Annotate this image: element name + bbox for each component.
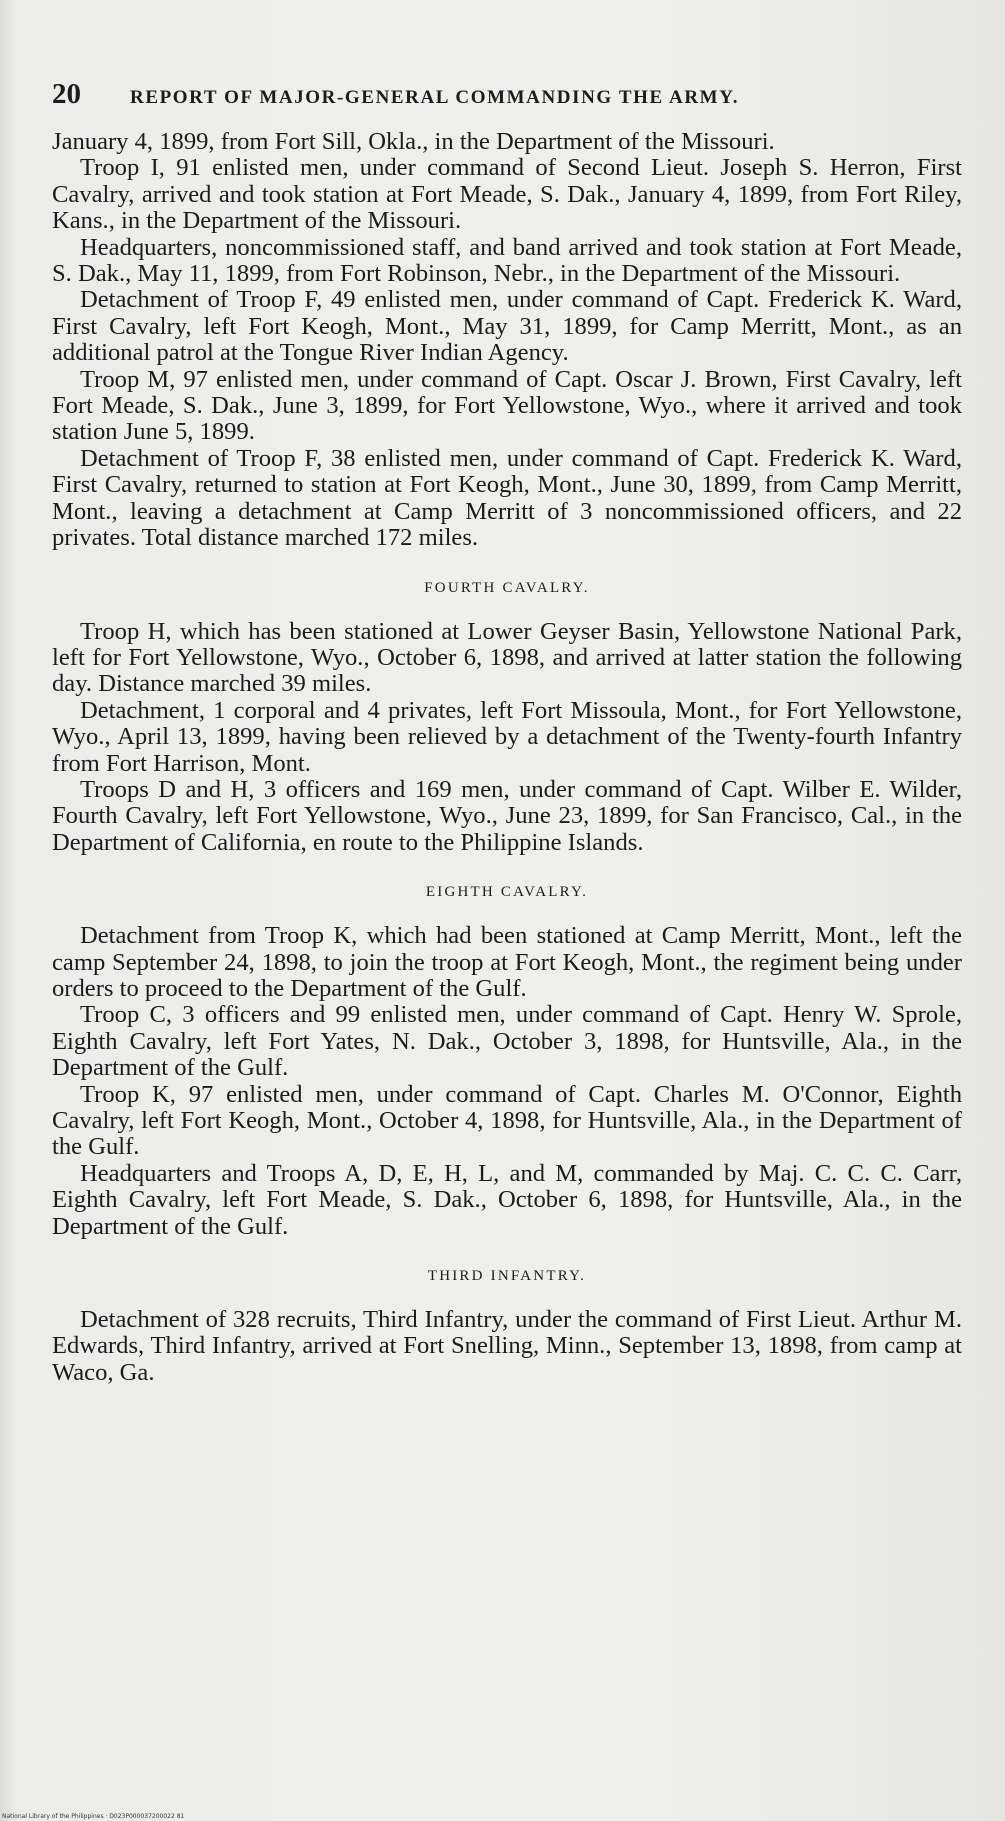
library-stamp: National Library of the Philippines · D023P000037200022 81 — [2, 1813, 185, 1820]
paragraph: Headquarters, noncommissioned staff, and band arrived and took station at Fort Meade, S. Dak., May 11, 1899, from Fort Robinson, Nebr., in the Department of the Missouri. — [52, 233, 962, 288]
paragraph: Detachment of Troop F, 49 enlisted men, under command of Capt. Frederick K. Ward, First Cavalry, left Fort Keogh, Mont., May 31, 1899, for Camp Merritt, Mont., as an additional patrol at the Tongue River Indian Agency. — [52, 286, 962, 367]
section-third-infantry — [52, 1268, 962, 1386]
section-heading: FOURTH CAVALRY. — [424, 579, 590, 596]
paragraph: Troops D and H, 3 officers and 169 men, under command of Capt. Wilber E. Wilder, Fourth Cavalry, left Fort Yellowstone, Wyo., June 23, 1899, for San Francisco, Cal., in the Department of California, en route to the Philippine Islands. — [52, 775, 962, 856]
paragraph: Troop I, 91 enlisted men, under command of Second Lieut. Joseph S. Herron, First Cavalry, arrived and took station at Fort Meade, S. Dak., January 4, 1899, from Fort Riley, Kans., in the Department of the Missouri. — [52, 154, 962, 235]
paragraph: Headquarters and Troops A, D, E, H, L, and M, commanded by Maj. C. C. C. Carr, Eighth Cavalry, left Fort Meade, S. Dak., October 6, 1898, for Huntsville, Ala., in the Department of the Gulf. — [52, 1159, 962, 1240]
section-eighth-cavalry — [52, 884, 962, 1240]
page-content — [52, 78, 962, 1386]
section-heading: EIGHTH CAVALRY. — [425, 884, 589, 901]
paragraph: Detachment of Troop F, 38 enlisted men, under command of Capt. Frederick K. Ward, First Cavalry, returned to station at Fort Keogh, Mont., June 30, 1899, from Camp Merritt, Mont., leaving a detachment at Camp Merritt of 3 noncommissioned officers, and 22 privates. Total distance marched 172 miles. — [52, 444, 962, 552]
page-header — [52, 78, 962, 111]
intro-block — [52, 129, 962, 552]
paragraph: Troop K, 97 enlisted men, under command of Capt. Charles M. O'Connor, Eighth Cavalry, left Fort Keogh, Mont., October 4, 1898, for Huntsville, Ala., in the Department of the Gulf. — [52, 1080, 962, 1161]
paragraph: January 4, 1899, from Fort Sill, Okla., in the Department of the Missouri. — [52, 128, 775, 155]
paragraph: Detachment of 328 recruits, Third Infantry, under the command of First Lieut. Arthur M. Edwards, Third Infantry, arrived at Fort Snelling, Minn., September 13, 1898, from camp at Waco, Ga. — [52, 1306, 962, 1386]
section-fourth-cavalry — [52, 580, 962, 857]
page-number: 20 — [52, 78, 81, 110]
paragraph: Troop C, 3 officers and 99 enlisted men, under command of Capt. Henry W. Sprole, Eighth Cavalry, left Fort Yates, N. Dak., October 3, 1898, for Huntsville, Ala., in the Department of the Gulf. — [52, 1001, 962, 1082]
paragraph: Troop H, which has been stationed at Lower Geyser Basin, Yellowstone National Park, left for Fort Yellowstone, Wyo., October 6, 1898, and arrived at latter station the following day. Distance marched 39 miles. — [52, 617, 962, 698]
paragraph: Detachment from Troop K, which had been stationed at Camp Merritt, Mont., left the camp September 24, 1898, to join the troop at Fort Keogh, Mont., the regiment being under orders to proceed to the Department of the Gulf. — [52, 922, 962, 1002]
running-head: REPORT OF MAJOR-GENERAL COMMANDING THE ARMY. — [130, 87, 740, 108]
section-heading: THIRD INFANTRY. — [427, 1268, 587, 1285]
paragraph: Detachment, 1 corporal and 4 privates, left Fort Missoula, Mont., for Fort Yellowstone, Wyo., April 13, 1899, having been relieved by a detachment of the Twenty-fourth Infantry from Fort Harrison, Mont. — [52, 696, 962, 777]
paragraph: Troop M, 97 enlisted men, under command of Capt. Oscar J. Brown, First Cavalry, left Fort Meade, S. Dak., June 3, 1899, for Fort Yellowstone, Wyo., where it arrived and took station June 5, 1899. — [52, 365, 962, 446]
